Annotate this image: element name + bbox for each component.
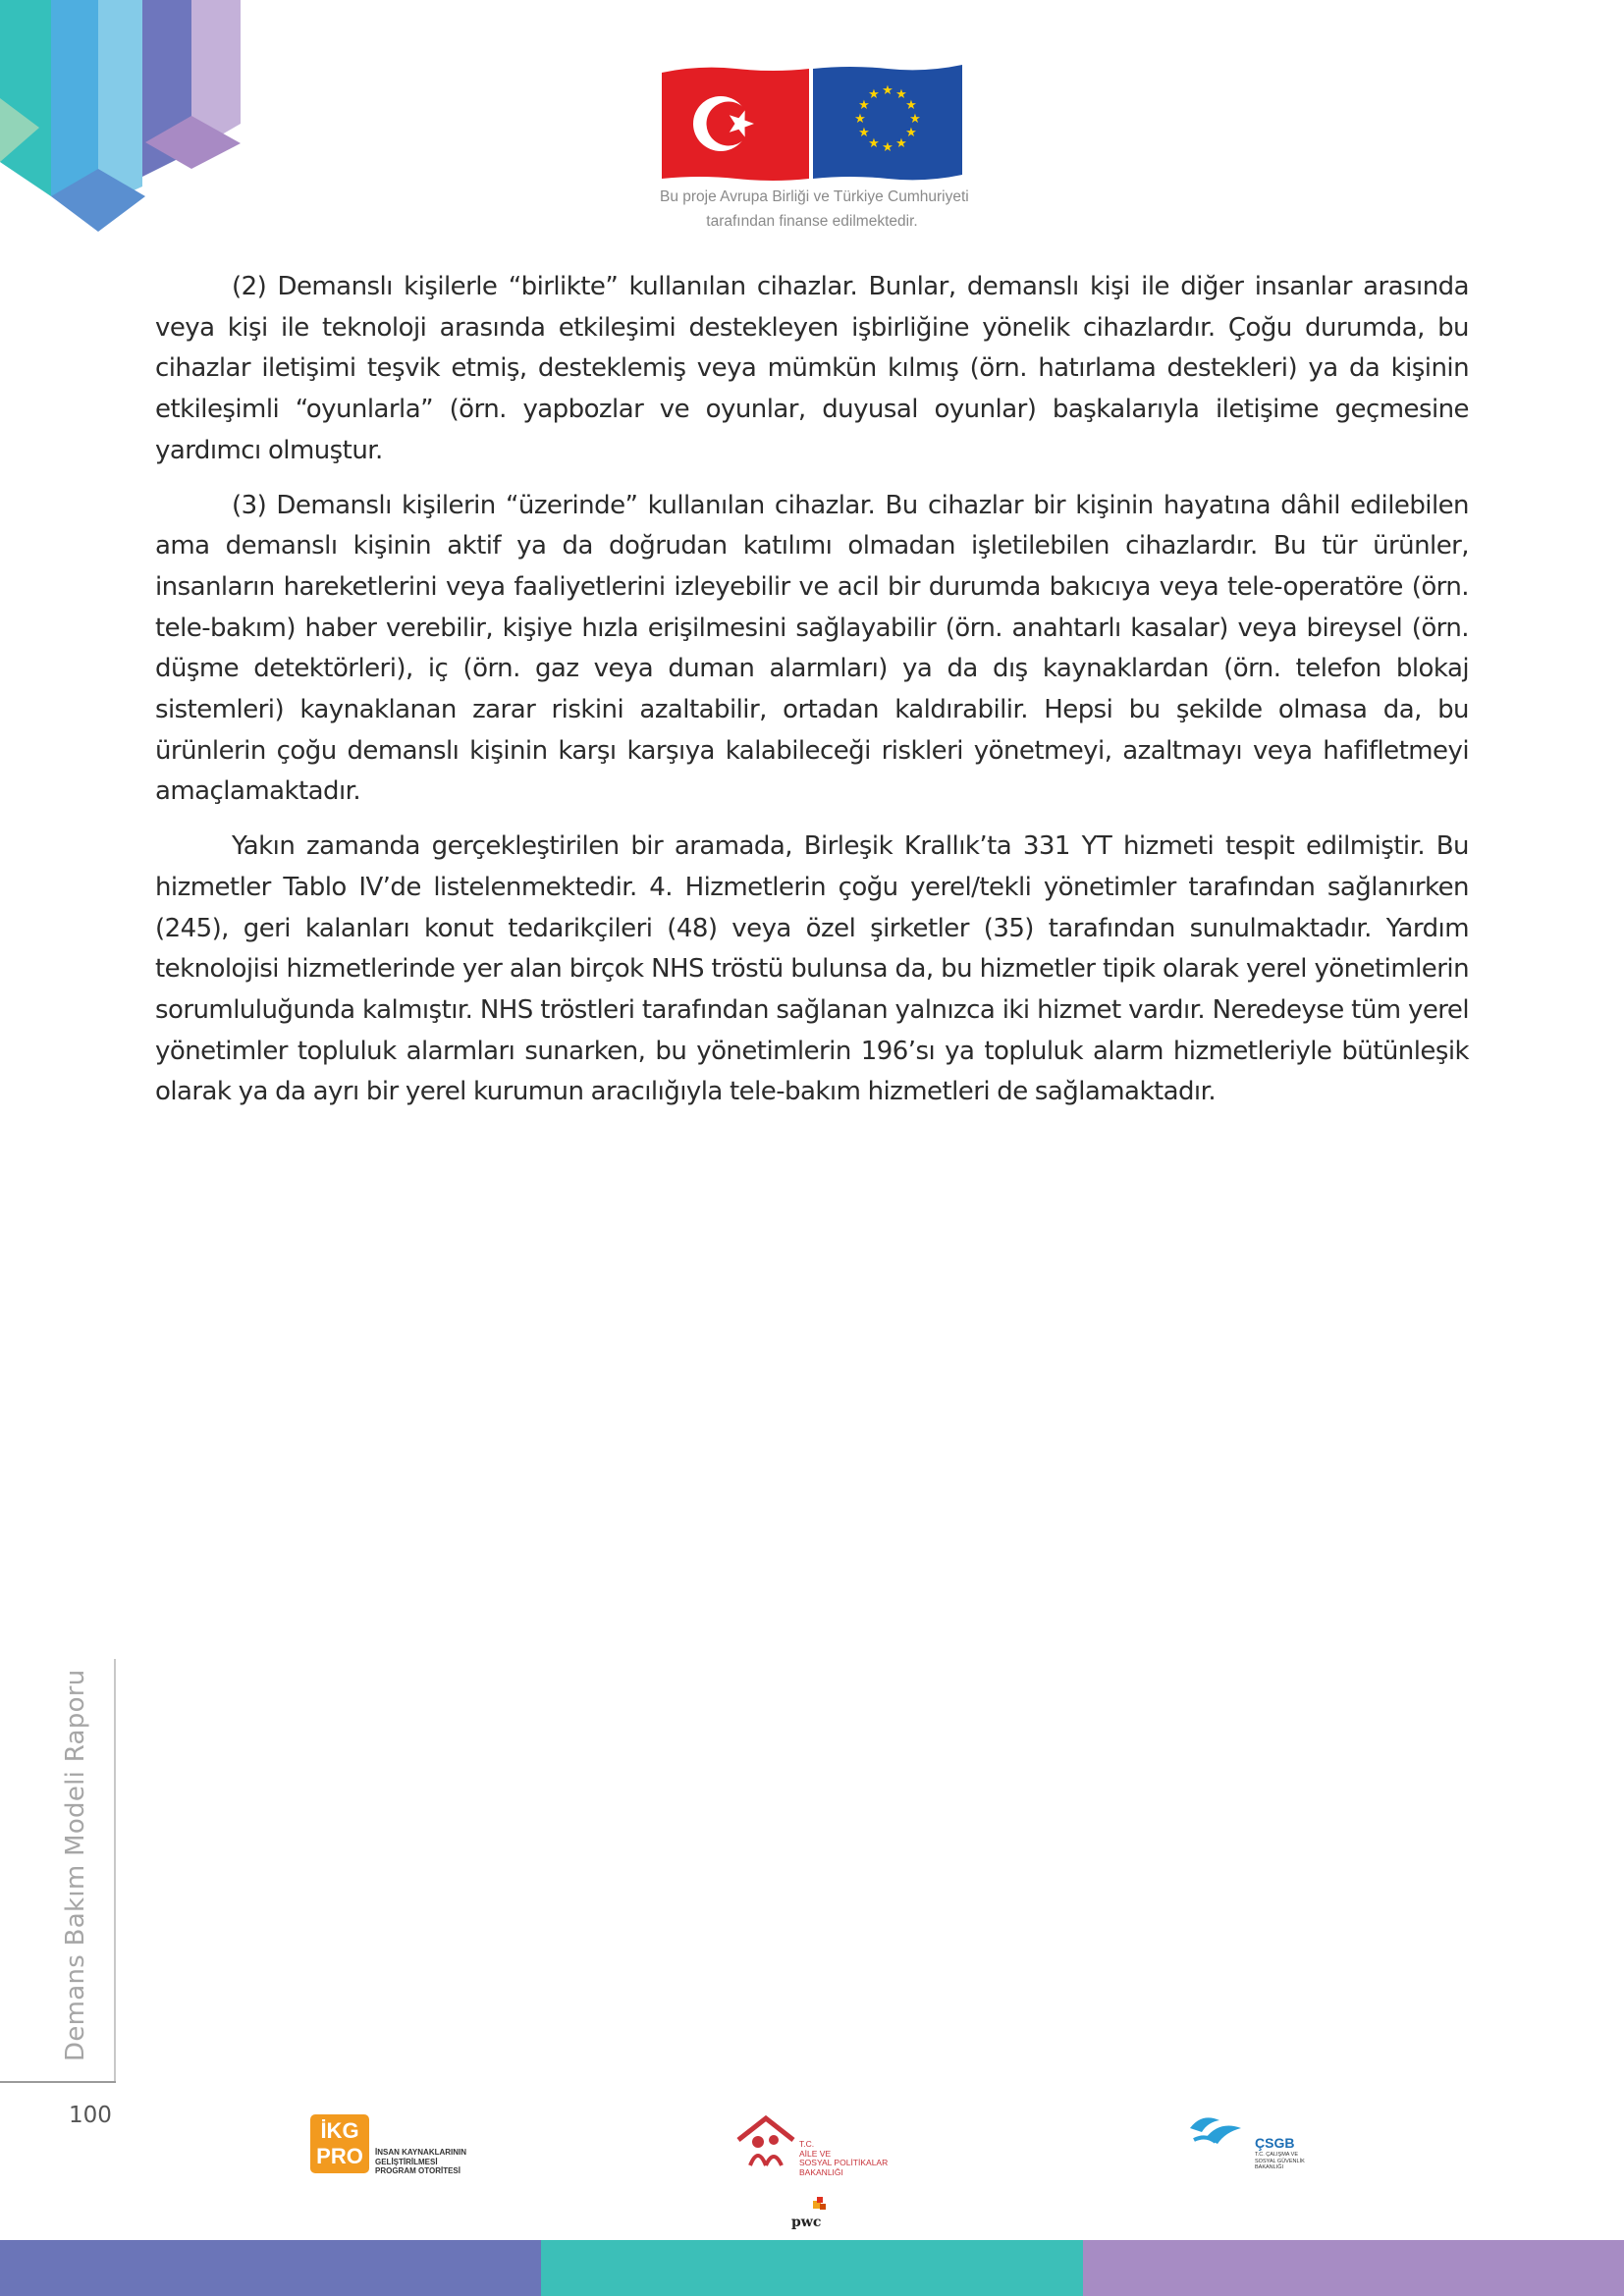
paragraph: (2) Demanslı kişilerle “birlikte” kullanılan cihazlar. Bunlar, demanslı kişi ile diğer insanlar arasında veya kişi ile teknoloji arasında etkileşimi destekleyen işbirliğine yönelik cihazlardır. Çoğu durumda, bu cihazlar iletişimi teşvik etmiş, desteklemiş veya mümkün kılmış (örn. hatırlama destekleri) ya da kişinin etkileşimli “oyunlarla” (örn. yapbozlar ve oyunlar, duyusal oyunlar) başkalarıyla iletişime geçmesine yardımcı olmuştur. xyxy=(155,272,1469,465)
csgb-swirl-icon xyxy=(1186,2110,1251,2154)
svg-text:★: ★ xyxy=(882,83,893,98)
family-house-icon xyxy=(734,2110,797,2173)
page-number: 100 xyxy=(69,2103,112,2128)
corner-decoration xyxy=(0,0,245,240)
ikg-mark-line1: İKG xyxy=(320,2118,359,2143)
ikg-mark-line2: PRO xyxy=(316,2144,363,2168)
csgb-text-line: T.C. ÇALIŞMA VE xyxy=(1255,2152,1299,2158)
svg-text:★: ★ xyxy=(905,98,917,113)
svg-text:★: ★ xyxy=(895,87,907,102)
ikg-pro-text xyxy=(375,2148,483,2176)
ikg-text-line: İNSAN KAYNAKLARININ xyxy=(375,2148,467,2157)
svg-text:★: ★ xyxy=(895,136,907,151)
paragraph: Yakın zamanda gerçekleştirilen bir aramada, Birleşik Krallık’ta 331 YT hizmeti tespit edilmiştir. Bu hizmetler Tablo IV’de listelenmektedir. 4. Hizmetlerin çoğu yerel/tekli yönetimler tarafından sağlanırken (245), geri kalanları konut tedarikçileri (48) veya özel şirketler (35) tarafından sunulmaktadır. Yardım teknolojisi hizmetlerinde yer alan birçok NHS tröstü bulunsa da, bu hizmetler tipik olarak yerel yönetimlerin sorumluluğunda kalmıştır. NHS tröstleri tarafından sağlanan yalnızca iki hizmet vardır. Neredeyse tüm yerel yönetimler topluluk alarmları sunarken, bu yönetimlerin 196’sı ya topluluk alarm hizmetleriyle bütünleşik olarak ya da ayrı bir yerel kurumun aracılığıyla tele-bakım hizmetleri de sağlamaktadır. xyxy=(155,831,1469,1107)
footer-band-right xyxy=(1083,2240,1624,2296)
ikg-pro-logo xyxy=(310,2114,477,2177)
paragraph: (3) Demanslı kişilerin “üzerinde” kullanılan cihazlar. Bu cihazlar bir kişinin hayatına dâhil edilebilen ama demanslı kişinin aktif ya da doğrudan katılımı olmadan işletilebilen cihazlardır. Bu tür ürünler, insanların hareketlerini veya faaliyetlerini izleyebilir ve acil bir durumda bakıcıya veya tele-operatöre (örn. tele-bakım) haber verebilir, kişiye hızla erişilmesini sağlayabilir (örn. anahtarlı kasalar) veya bireysel (örn. düşme detektörleri), iç (örn. gaz veya duman alarmları) ya da dış kaynaklardan (örn. telefon blokaj sistemleri) kaynaklanan zarar riskini azaltabilir, ortadan kaldırabilir. Hepsi bu şekilde olmasa da, bu ürünlerin çoğu demanslı kişinin karşı karşıya kalabileceği riskleri yönetmeyi, azaltmayı veya hafifletmeyi amaçlamaktadır. xyxy=(155,490,1469,807)
svg-text:★: ★ xyxy=(905,126,917,140)
svg-text:★: ★ xyxy=(858,126,870,140)
page-number-rule xyxy=(0,2081,116,2083)
ikg-text-line: GELİŞTİRİLMESİ xyxy=(375,2157,438,2166)
aile-text-line: AİLE VE xyxy=(799,2148,832,2159)
flags-icon xyxy=(660,65,964,183)
svg-text:★: ★ xyxy=(882,140,893,155)
aile-bakanligi-logo xyxy=(734,2110,901,2179)
svg-text:★: ★ xyxy=(909,112,921,127)
report-title-vertical: Demans Bakım Modeli Raporu xyxy=(61,1669,90,2061)
csgb-title: ÇSGB xyxy=(1255,2135,1295,2151)
pwc-mark-icon xyxy=(791,2195,831,2215)
footer-band-left xyxy=(0,2240,541,2296)
aile-text-line: BAKANLIĞI xyxy=(799,2166,843,2177)
aile-text-line: SOSYAL POLİTİKALAR xyxy=(799,2158,889,2167)
ikg-text-line: PROGRAM OTORİTESİ xyxy=(375,2166,460,2175)
footer-band-middle xyxy=(541,2240,1082,2296)
ikg-pro-mark xyxy=(310,2114,369,2173)
sidebar-divider xyxy=(114,1659,116,2083)
footer-color-band xyxy=(0,2240,1624,2296)
csgb-text-line: SOSYAL GÜVENLİK xyxy=(1255,2158,1305,2164)
funding-flags xyxy=(660,65,969,243)
svg-text:★: ★ xyxy=(868,87,880,102)
pwc-wordmark: pwc xyxy=(791,2215,822,2230)
pwc-logo xyxy=(791,2195,831,2230)
flag-caption-line1: Bu proje Avrupa Birliği ve Türkiye Cumhuriyeti xyxy=(660,188,969,205)
csgb-text-line: BAKANLIĞI xyxy=(1255,2164,1284,2170)
svg-text:★: ★ xyxy=(858,98,870,113)
svg-text:★: ★ xyxy=(868,136,880,151)
body-text xyxy=(155,267,1469,1127)
csgb-subtitle xyxy=(1255,2152,1324,2171)
flag-caption-line2: tarafından finanse edilmektedir. xyxy=(706,213,918,230)
csgb-logo xyxy=(1186,2110,1324,2179)
aile-bakanligi-text xyxy=(799,2140,907,2177)
aile-text-line: T.C. xyxy=(799,2139,815,2149)
svg-text:★: ★ xyxy=(854,112,866,127)
